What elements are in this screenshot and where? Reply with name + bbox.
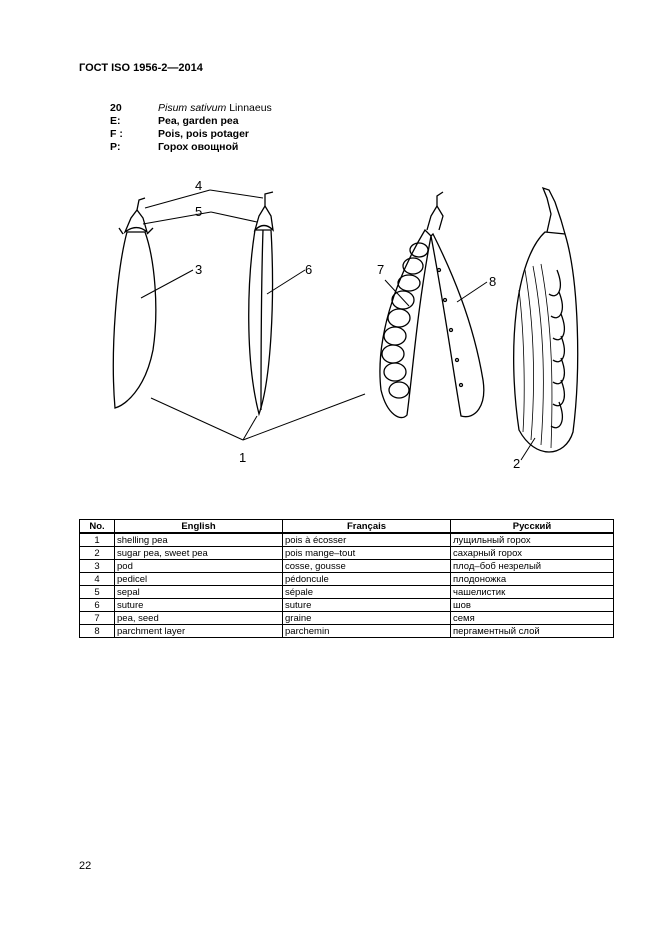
species-author: Linnaeus [229,102,272,114]
species-row-english [110,115,272,128]
cell-french: sépale [283,586,451,599]
header-russian: Русский [451,520,614,534]
pod-side [249,192,273,414]
cell-no: 1 [80,533,115,547]
cell-french: parchemin [283,625,451,638]
terms-table [79,519,614,638]
name-english: Pea, garden pea [158,115,239,127]
cell-russian: шов [451,599,614,612]
header-french: Français [283,520,451,534]
cell-english: pea, seed [115,612,283,625]
lang-key-english: E: [110,115,121,127]
cell-french: pois à écosser [283,533,451,547]
table-row [80,560,614,573]
cell-no: 2 [80,547,115,560]
cell-english: sepal [115,586,283,599]
name-russian: Горох овощной [158,141,239,153]
header-english: English [115,520,283,534]
cell-french: suture [283,599,451,612]
cell-french: cosse, gousse [283,560,451,573]
cell-english: suture [115,599,283,612]
cell-french: pois mange–tout [283,547,451,560]
species-row-french [110,128,272,141]
cell-french: graine [283,612,451,625]
callout-label-2: 2 [513,456,521,471]
cell-english: pedicel [115,573,283,586]
cell-english: shelling pea [115,533,283,547]
lang-key-french: F : [110,128,123,140]
pod-sugar [514,188,578,452]
table-row [80,547,614,560]
cell-no: 7 [80,612,115,625]
cell-russian: пергаментный слой [451,625,614,638]
callout-label-5: 5 [195,204,203,219]
cell-no: 5 [80,586,115,599]
leader-lines [141,190,535,460]
callout-label-7: 7 [377,262,385,277]
callout-label-6: 6 [305,262,313,277]
cell-russian: лущильный горох [451,533,614,547]
table-row [80,573,614,586]
callout-label-1: 1 [239,450,247,465]
cell-english: parchment layer [115,625,283,638]
cell-french: pédoncule [283,573,451,586]
cell-no: 8 [80,625,115,638]
page-number: 22 [79,860,92,872]
cell-english: sugar pea, sweet pea [115,547,283,560]
table-row [80,533,614,547]
callout-label-8: 8 [489,274,497,289]
species-latin-name [158,102,272,115]
cell-russian: плод–боб незрелый [451,560,614,573]
cell-no: 6 [80,599,115,612]
cell-russian: сахарный горох [451,547,614,560]
species-number: 20 [110,102,122,114]
pod-opened [380,192,484,418]
table-row [80,625,614,638]
species-name-row [110,102,272,115]
table-header-row [80,520,614,534]
cell-russian: плодоножка [451,573,614,586]
callout-label-4: 4 [195,178,203,193]
cell-english: pod [115,560,283,573]
table-row [80,599,614,612]
name-french: Pois, pois potager [158,128,250,140]
cell-russian: чашелистик [451,586,614,599]
cell-no: 4 [80,573,115,586]
header-no: No. [80,520,115,534]
pea-illustration [95,170,595,475]
species-block [110,102,272,154]
species-latin: Pisum sativum [158,102,227,114]
table-row [80,612,614,625]
lang-key-russian: P: [110,141,121,153]
cell-no: 3 [80,560,115,573]
pod-whole-left [113,198,155,408]
species-row-russian [110,141,272,154]
standard-header: ГОСТ ISO 1956-2—2014 [79,62,203,74]
table-row [80,586,614,599]
callout-label-3: 3 [195,262,203,277]
pea-drawing [95,170,595,475]
cell-russian: семя [451,612,614,625]
